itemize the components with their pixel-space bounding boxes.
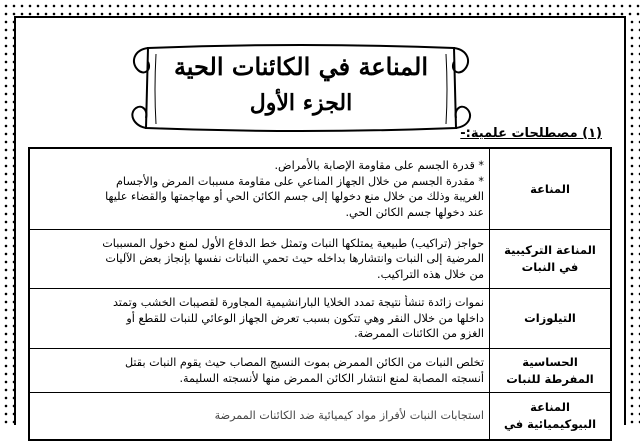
term-cell — [490, 289, 612, 349]
definition-line: أنسجته المصابة لمنع انتشار الكائن الممرض منها لأنسجته السليمة. — [179, 371, 484, 385]
definition-cell — [29, 349, 490, 393]
definition-line: داخلها من خلال النقر وهي تتكون بسبب تعرض الجهاز الوعائي للنبات للقطع أو — [126, 311, 484, 325]
term-cell — [490, 393, 612, 441]
definition-line: تخلص النبات من الكائن الممرض بموت النسيج المصاب حيث يقوم النبات بقتل — [124, 356, 484, 369]
table-row — [29, 393, 611, 441]
section-heading: (١) مصطلحات علمية:- — [460, 126, 602, 141]
term-cell — [490, 349, 612, 393]
term-text: الحساسية — [522, 354, 578, 369]
definition-line: من خلال هذه التراكيب. — [377, 267, 484, 281]
page-title: المناعة في الكائنات الحية — [173, 52, 429, 81]
term-text: المناعة — [530, 400, 570, 414]
title-scroll-banner — [126, 40, 476, 140]
term-text: المفرطة للنبات — [506, 371, 594, 386]
definition-line: استجابات النبات لأفراز مواد كيميائية ضد الكائنات الممرضة — [214, 409, 484, 423]
definition-line: نموات زائدة تنشأ نتيجة تمدد الخلايا البارانشيمية المجاورة لقصيبات الخشب وتمتد — [112, 296, 484, 310]
term-text: التيلوزات — [524, 311, 576, 325]
table-row — [29, 289, 611, 349]
term-cell — [490, 148, 612, 230]
definition-line: الغريبة وذلك من خلال منع دخولها إلى جسم الكائن الحي أو مهاجمتها والقضاء عليها — [105, 190, 484, 203]
page-subtitle: الجزء الأول — [249, 90, 353, 116]
table-row — [29, 230, 611, 289]
table-row — [29, 148, 611, 230]
terms-table — [28, 147, 612, 441]
decorative-border-right — [624, 16, 640, 425]
definition-cell — [29, 230, 490, 289]
term-cell — [490, 230, 612, 289]
definition-line: حواجز (تراكيب) طبيعية يمتلكها النبات وتمثل خط الدفاع الأول لمنع دخول المسببات — [102, 236, 484, 250]
definition-line: * مقدرة الجسم من خلال الجهاز المناعي على مقاومة مسببات المرض والأجسام — [116, 174, 484, 188]
definition-line: المرضية إلى النبات وانتشارها بداخله حيث تحمي النباتات نفسها بإنجاز بعض الآليات — [105, 252, 484, 266]
table-row — [29, 349, 611, 393]
definition-cell — [29, 289, 490, 349]
definition-cell — [29, 148, 490, 230]
definition-line: عند دخولها جسم الكائن الحي. — [345, 205, 484, 219]
definition-line: الغزو من الكائنات الممرضة. — [354, 327, 484, 341]
term-text: في النبات — [521, 260, 579, 274]
decorative-border-top — [0, 0, 640, 18]
term-text: المناعة التركيبية — [504, 243, 596, 257]
term-text: المناعة — [530, 181, 570, 196]
definition-line: * قدرة الجسم على مقاومة الإصابة بالأمراض. — [274, 159, 484, 172]
definition-cell — [29, 393, 490, 441]
decorative-border-left — [0, 16, 16, 425]
term-text: البيوكيميائية في — [503, 417, 597, 431]
